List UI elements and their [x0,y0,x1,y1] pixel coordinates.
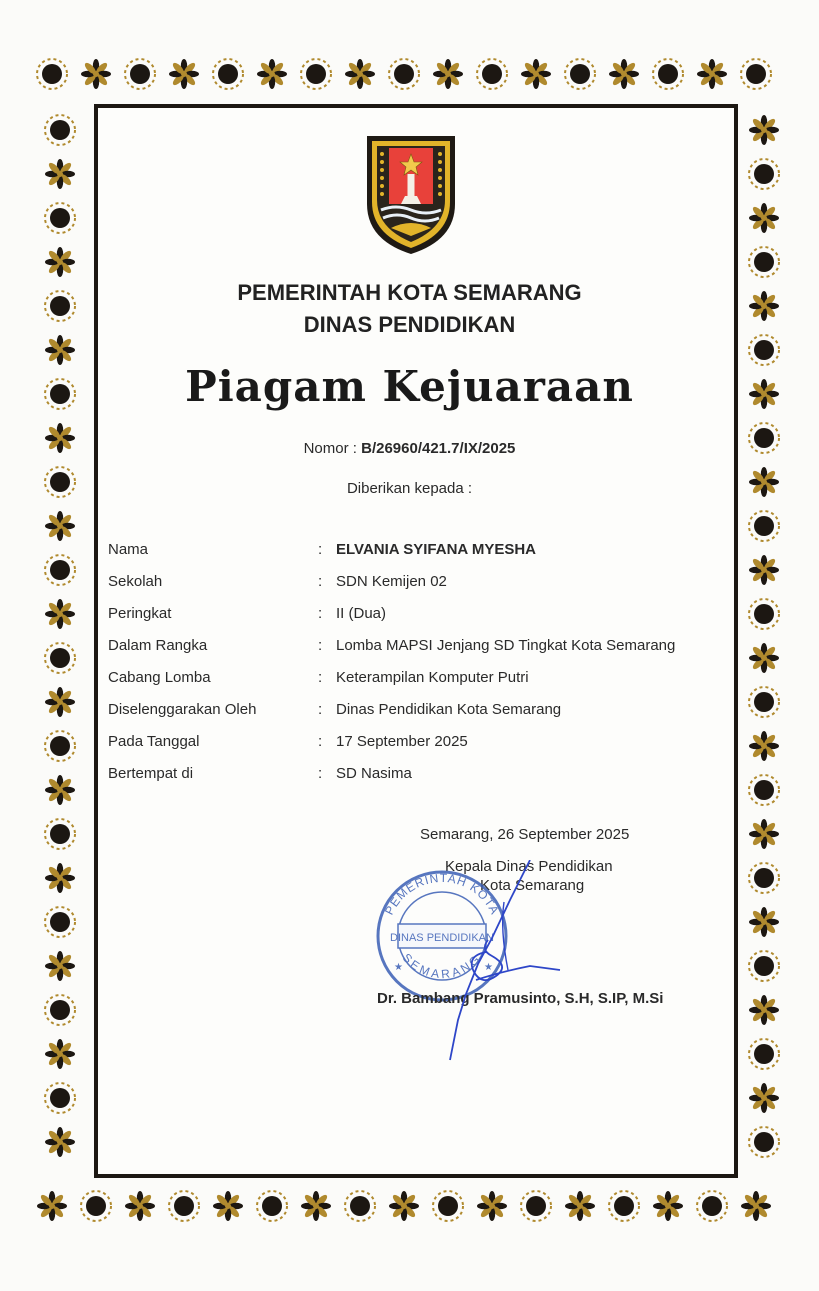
signature-role: Kepala Dinas Pendidikan [445,858,613,875]
field-colon: : [318,637,323,654]
field-value-category: Keterampilan Komputer Putri [336,669,529,686]
field-label-name: Nama [108,541,149,558]
svg-text:PEMERINTAH KOTA: PEMERINTAH KOTA [381,870,503,918]
field-colon: : [318,765,323,782]
field-value-date: 17 September 2025 [336,733,468,750]
handwritten-signature [380,860,580,1070]
number-value: B/26960/421.7/IX/2025 [361,440,516,457]
field-value-name: ELVANIA SYIFANA MYESHA [336,541,537,558]
field-value-occasion: Lomba MAPSI Jenjang SD Tingkat Kota Semarang [336,637,676,654]
field-label-rank: Peringkat [108,605,172,622]
certificate-number [0,440,819,457]
header-government: PEMERINTAH KOTA SEMARANG [237,280,582,305]
field-colon: : [318,669,323,686]
field-value-school: SDN Kemijen 02 [336,573,447,590]
header-department: DINAS PENDIDIKAN [303,312,516,337]
field-label-category: Cabang Lomba [108,669,211,686]
field-colon: : [318,701,323,718]
svg-text:SEMARANG: SEMARANG [399,950,485,982]
field-colon: : [318,605,323,622]
field-value-organizer: Dinas Pendidikan Kota Semarang [336,701,562,718]
svg-text:DINAS PENDIDIKAN: DINAS PENDIDIKAN [390,932,494,944]
field-value-rank: II (Dua) [336,605,387,622]
svg-text:★: ★ [484,962,493,973]
certificate-title: Piagam Kejuaraan [185,362,634,411]
field-label-organizer: Diselenggarakan Oleh [108,701,257,718]
field-label-date: Pada Tanggal [108,733,200,750]
number-label: Nomor : [303,440,357,457]
field-colon: : [318,573,323,590]
signatory-name: Dr. Bambang Pramusinto, S.H, S.IP, M.Si [377,990,664,1007]
given-to-label: Diberikan kepada : [346,480,473,497]
field-label-venue: Bertempat di [108,765,194,782]
field-label-school: Sekolah [108,573,163,590]
city-emblem-icon [363,132,459,258]
signature-place-date: Semarang, 26 September 2025 [420,826,630,843]
field-colon: : [318,733,323,750]
field-colon: : [318,541,323,558]
signature-role-city: Kota Semarang [480,877,585,894]
svg-text:★: ★ [394,962,403,973]
field-label-occasion: Dalam Rangka [108,637,208,654]
field-value-venue: SD Nasima [336,765,412,782]
